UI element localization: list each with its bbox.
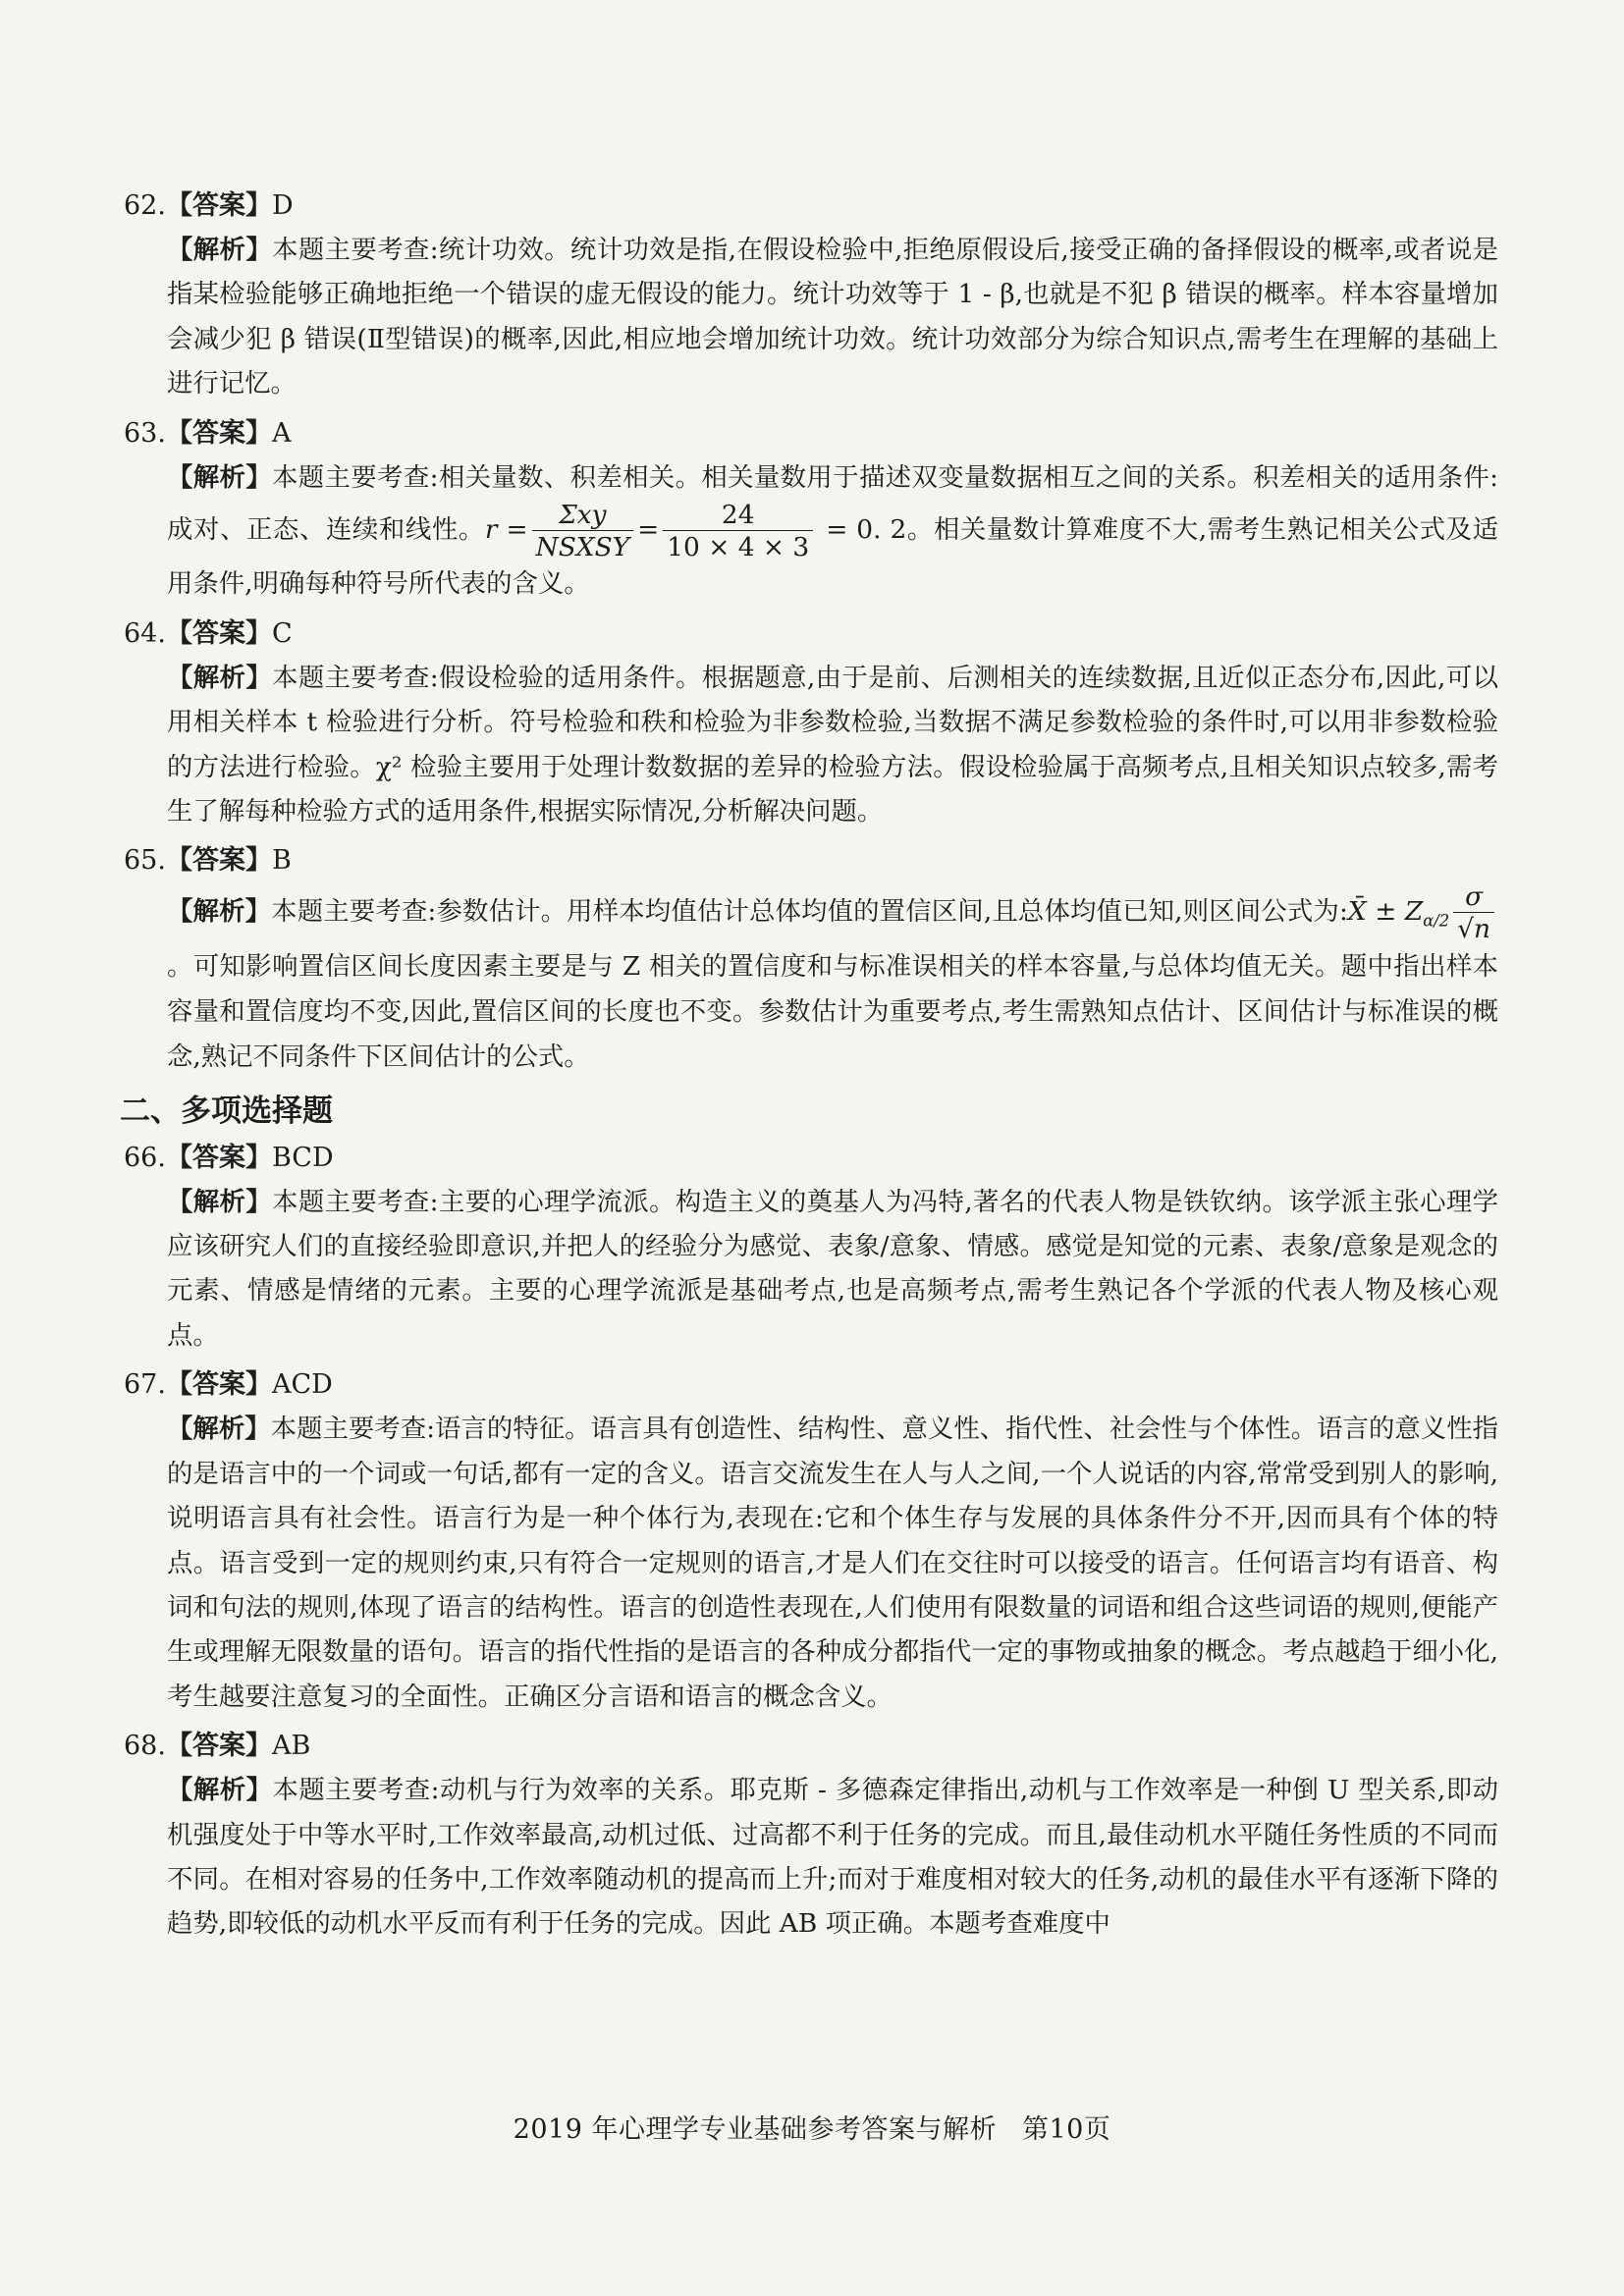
fraction-numerator: Σxy <box>532 501 633 531</box>
answer-label: 【答案】 <box>165 1731 272 1762</box>
answer-value: AB <box>271 1731 311 1762</box>
question-number: 64. <box>124 617 166 649</box>
analysis-text: 。相关量数计算难度不大,需考生熟记相关公式及适用条件,明确每种符号所代表的含义。 <box>167 513 1499 599</box>
analysis-label: 【解析】 <box>167 1414 271 1445</box>
interval-formula <box>1347 881 1498 945</box>
formula-equals: = <box>637 513 660 545</box>
analysis-text: 本题主要考查:语言的特征。语言具有创造性、结构性、意义性、指代性、社会性与个体性。语言的意义性指的是语言中的一个词或一句话,都有一定的含义。语言交流发生在人与人之间,一个人说话的内容,常常受到别人的影响,说明语言具有社会性。语言行为是一种个体行为,表现在:它和个体生存与发展的具体条件分不开,因而具有个体的特点。语言受到一定的规则约束,只有符合一定规则的语言,才是人们在交往时可以接受的语言。任何语言均有语音、构词和句法的规则,体现了语言的结构性。语言的创造性表现在,人们使用有限数量的词语和组合这些词语的规则,便能产生或理解无限数量的语句。语言的指代性指的是语言的各种成分都指代一定的事物或抽象的概念。考点越趋于细小化,考生越要注意复习的全面性。正确区分言语和语言的概念含义。 <box>167 1414 1498 1712</box>
analysis-label: 【解析】 <box>167 1775 273 1806</box>
question-number: 66. <box>124 1142 166 1173</box>
page-footer <box>0 2108 1624 2146</box>
formula-z-subscript: α/2 <box>1423 911 1450 931</box>
fraction-denominator: 10 × 4 × 3 <box>667 531 810 562</box>
formula-fraction-2 <box>663 501 813 561</box>
analysis-label: 【解析】 <box>167 1186 273 1217</box>
question-66-answer <box>124 1137 1498 1180</box>
question-64-answer <box>124 613 1498 656</box>
answer-value: D <box>271 190 294 221</box>
answer-label: 【答案】 <box>165 190 272 221</box>
analysis-label: 【解析】 <box>167 662 273 693</box>
question-68-answer <box>124 1725 1498 1768</box>
formula-z: Z <box>1404 896 1424 928</box>
fraction-numerator: 24 <box>663 501 813 531</box>
answer-value: ACD <box>271 1369 333 1401</box>
fraction-denominator: √n <box>1457 914 1491 945</box>
analysis-text: 本题主要考查:统计功效。统计功效是指,在假设检验中,拒绝原假设后,接受正确的备择假设的概率,或者说是指某检验能够正确地拒绝一个错误的虚无假设的能力。统计功效等于 1 - β,也就是不犯 β 错误的概率。样本容量增加会减少犯 β 错误(Ⅱ型错误)的概率,因此,相应地会增加统计功效。统计功效部分为综合知识点,需考生在理解的基础上进行记忆。 <box>167 235 1498 400</box>
answer-label: 【答案】 <box>165 617 272 649</box>
answer-value: BCD <box>271 1142 334 1173</box>
answer-label: 【答案】 <box>165 845 272 877</box>
answer-value: A <box>271 417 292 449</box>
question-number: 63. <box>124 417 166 449</box>
analysis-text: 本题主要考查:动机与行为效率的关系。耶克斯 - 多德森定律指出,动机与工作效率是一种倒 U 型关系,即动机强度处于中等水平时,工作效率最高,动机过低、过高都不利于任务的完成。而且,最佳动机水平随任务性质的不同而不同。在相对容易的任务中,工作效率随动机的提高而上升;而对于难度相对较大的任务,动机的最佳水平有逐渐下降的趋势,即较低的动机水平反而有利于任务的完成。因此 AB 项正确。本题考查难度中 <box>167 1775 1498 1940</box>
question-67-answer <box>124 1363 1498 1407</box>
formula-xbar: X̄ ± <box>1347 896 1397 928</box>
answer-value: C <box>271 617 293 649</box>
question-65-analysis <box>124 882 1498 1079</box>
question-number: 68. <box>124 1731 166 1762</box>
page-content <box>120 185 1499 1952</box>
formula-result: = 0. 2 <box>826 513 907 545</box>
section-title: 二、多项选择题 <box>120 1093 333 1129</box>
answer-label: 【答案】 <box>165 417 272 449</box>
analysis-text: 本题主要考查:相关量数、积差相关。相关量数用于描述双变量数据相互之间的关系。积差相关的适用条件:成对、正态、连续和线性。 <box>167 461 1499 545</box>
question-number: 62. <box>124 190 166 221</box>
analysis-text: 本题主要考查:假设检验的适用条件。根据题意,由于是前、后测相关的连续数据,且近似正态分布,因此,可以用相关样本 t 检验进行分析。符号检验和秩和检验为非参数检验,当数据不满足参数检验的条件时,可以用非参数检验的方法进行检验。χ² 检验主要用于处理计数数据的差异的检验方法。假设检验属于高频考点,且相关知识点较多,需考生了解每种检验方式的适用条件,根据实际情况,分析解决问题。 <box>167 662 1498 827</box>
analysis-text: 本题主要考查:参数估计。用样本均值估计总体均值的置信区间,且总体均值已知,则区间公式为: <box>271 896 1348 928</box>
answer-value: B <box>271 845 292 877</box>
analysis-label: 【解析】 <box>167 896 272 928</box>
page-number: 第10页 <box>1021 2114 1111 2145</box>
question-65-answer <box>124 839 1498 882</box>
footer-title: 2019 年心理学专业基础参考答案与解析 <box>513 2114 997 2145</box>
analysis-label: 【解析】 <box>167 235 273 265</box>
formula-r: r <box>484 513 498 545</box>
question-63-answer <box>124 412 1498 455</box>
answer-label: 【答案】 <box>165 1369 272 1401</box>
analysis-label: 【解析】 <box>167 461 273 493</box>
question-67-analysis <box>124 1407 1498 1719</box>
question-number: 67. <box>124 1369 166 1401</box>
question-64-analysis <box>124 656 1498 834</box>
question-68-analysis <box>124 1768 1498 1947</box>
fraction-denominator: NSXSY <box>535 531 630 562</box>
answer-label: 【答案】 <box>165 1142 272 1173</box>
formula-equals: = <box>506 513 528 545</box>
question-number: 65. <box>124 845 166 877</box>
formula-fraction-1 <box>532 501 633 561</box>
analysis-text: 。可知影响置信区间长度因素主要是与 Z 相关的置信度和与标准误相关的样本容量,与总体均值无关。题中指出样本容量和置信度均不变,因此,置信区间的长度也不变。参数估计为重要考点,考生需熟知点估计、区间估计与标准误的概念,熟记不同条件下区间估计的公式。 <box>167 950 1498 1072</box>
question-62-answer <box>124 185 1498 228</box>
fraction-numerator: σ <box>1453 882 1494 913</box>
question-62-analysis <box>124 228 1498 406</box>
formula-fraction <box>1453 882 1494 943</box>
analysis-text: 本题主要考查:主要的心理学流派。构造主义的奠基人为冯特,著名的代表人物是铁钦纳。该学派主张心理学应该研究人们的直接经验即意识,并把人的经验分为感觉、表象/意象、情感。感觉是知觉的元素、表象/意象是观念的元素、情感是情绪的元素。主要的心理学流派是基础考点,也是高频考点,需考生熟记各个学派的代表人物及核心观点。 <box>167 1186 1499 1351</box>
question-63-analysis <box>124 455 1498 607</box>
question-66-analysis <box>124 1180 1498 1359</box>
